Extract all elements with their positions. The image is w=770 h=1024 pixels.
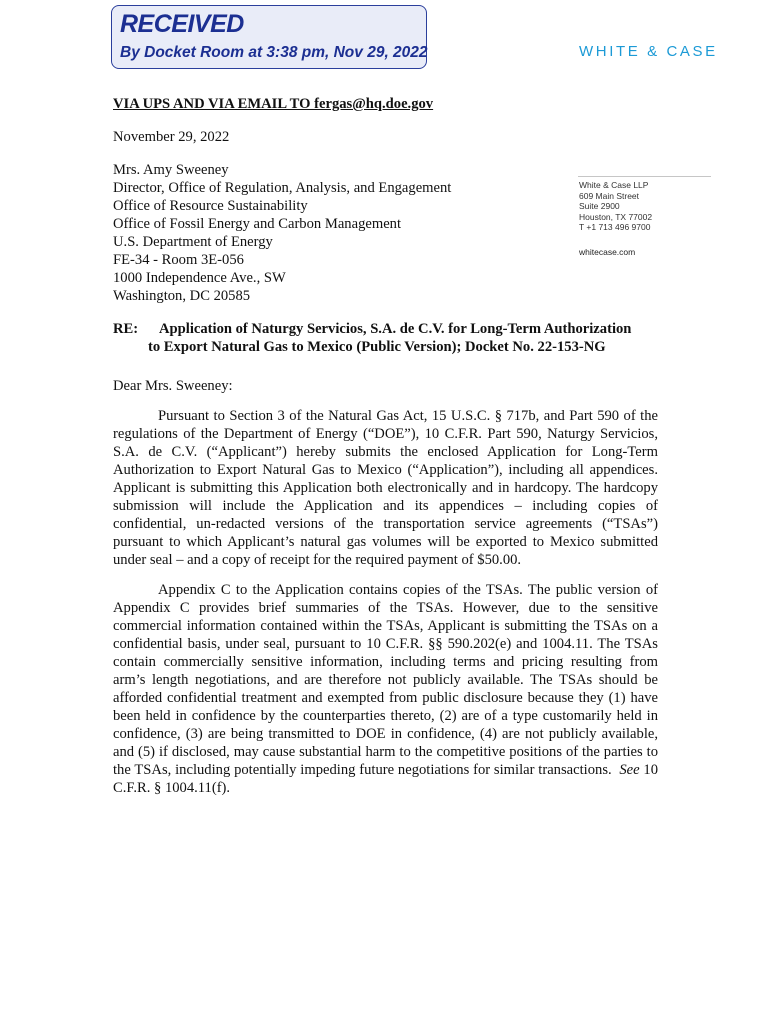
recipient-street: 1000 Independence Ave., SW	[113, 270, 286, 286]
firm-line-street: 609 Main Street	[579, 190, 640, 201]
stamp-subtitle: By Docket Room at 3:38 pm, Nov 29, 2022	[120, 44, 428, 61]
body-paragraph-1: Pursuant to Section 3 of the Natural Gas Act, 15 U.S.C. § 717b, and Part 590 of the regulations of the Department of Energy (“DOE”), 10 C.F.R. Part 590, Naturgy Servicios, S.A. de C.V. (“Applicant”) hereby submits the enclosed Application for Long-Term Authorization to Export Natural Gas to Mexico (“Application”), including all appendices. Applicant is submitting this Application both electronically and in hardcopy. The hardcopy submission will include the Application and its appendices – including copies of confidential, un-redacted versions of the transportation service agreements (“TSAs”) pursuant to which Applicant’s natural gas volumes will be exported to Mexico submitted under seal – and a copy of receipt for the required payment of $50.00.	[113, 408, 658, 568]
re-label: RE:	[113, 321, 139, 337]
recipient-name: Mrs. Amy Sweeney	[113, 162, 229, 178]
white-case-logo: WHITE & CASE	[579, 43, 718, 60]
citation-signal: See	[619, 762, 640, 778]
paragraph-2-text: Appendix C to the Application contains copies of the TSAs. The public version of Appendix C provides brief summaries of the TSAs. However, due to the sensitive commercial information contained within the TSAs, Applicant is submitting the TSAs on a confidential basis, under seal, pursuant to 10 C.F.R. §§ 590.202(e) and 1004.11. The TSAs contain commercially sensitive information, including terms and pricing resulting from arm’s length negotiations, and are therefore not publicly available. The TSAs should be afforded confidential treatment and exempted from public disclosure because they (1) have been held in confidence by the counterparties thereto, (2) are of a type customarily held in confidence, (3) are being transmitted to DOE in confidence, (4) are not publicly available, and (5) if disclosed, may cause substantial harm to the competitive positions of the parties to the TSAs, including potentially impeding future negotiations for similar transactions.	[113, 582, 658, 778]
recipient-city: Washington, DC 20585	[113, 288, 251, 304]
citation: 10 C.F.R. § 1004.11(f).	[113, 762, 658, 796]
re-line-2: to Export Natural Gas to Mexico (Public Version); Docket No. 22-153-NG	[148, 339, 606, 355]
recipient-department: U.S. Department of Energy	[113, 234, 273, 250]
recipient-title: Director, Office of Regulation, Analysis, and Engagement	[113, 180, 452, 196]
recipient-office: Office of Resource Sustainability	[113, 198, 308, 214]
firm-phone: T +1 713 496 9700	[579, 222, 651, 233]
recipient-room: FE-34 - Room 3E-056	[113, 252, 244, 268]
recipient-address	[113, 161, 451, 305]
body-paragraph-2	[113, 581, 658, 797]
delivery-line: VIA UPS AND VIA EMAIL TO fergas@hq.doe.gov	[113, 96, 434, 112]
firm-website: whitecase.com	[579, 246, 636, 257]
firm-address-block	[579, 180, 652, 258]
re-line-1: Application of Naturgy Servicios, S.A. de C.V. for Long-Term Authorization	[159, 321, 632, 337]
firm-line-suite: Suite 2900	[579, 201, 620, 212]
recipient-office-2: Office of Fossil Energy and Carbon Management	[113, 216, 402, 232]
firm-line-city: Houston, TX 77002	[579, 211, 653, 222]
subject-line	[113, 320, 658, 356]
letter-date: November 29, 2022	[113, 129, 230, 145]
firm-line-name: White & Case LLP	[579, 180, 649, 190]
stamp-title: RECEIVED	[120, 10, 244, 38]
firm-divider	[578, 176, 711, 177]
salutation: Dear Mrs. Sweeney:	[113, 378, 233, 394]
received-stamp	[111, 5, 427, 69]
